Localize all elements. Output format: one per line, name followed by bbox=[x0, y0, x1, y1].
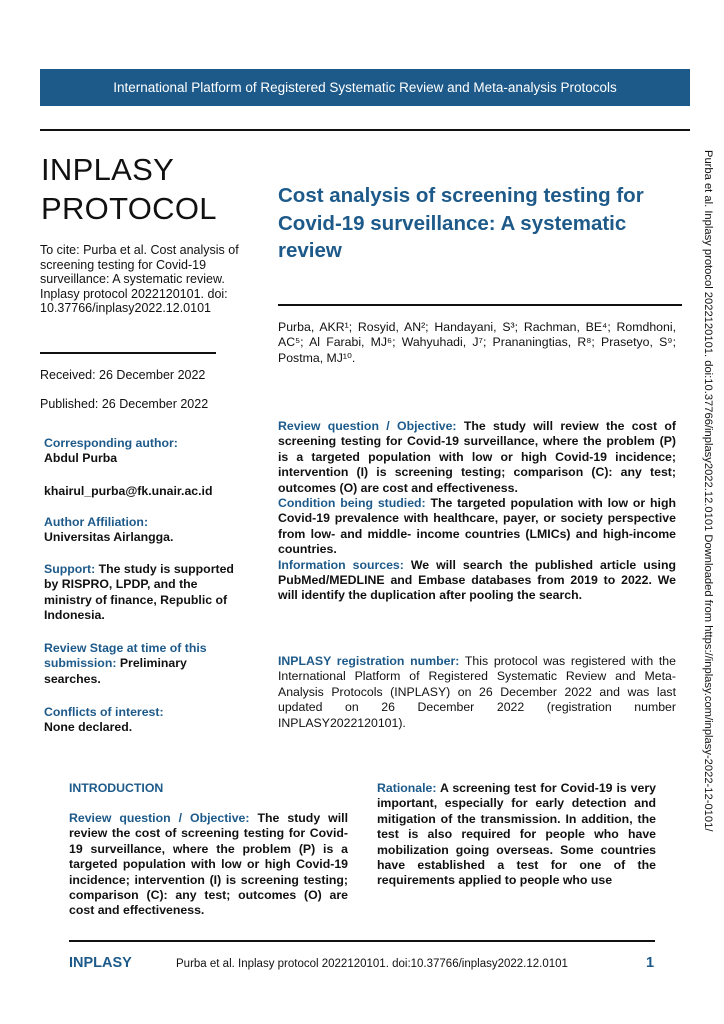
registration-text: This protocol was registered with the International Platform of Registered Systematic Review and Meta-Analysis Protocols (INPLASY) on 26 December 2022 and was last updated on 26 December 2022 (registration number INPLASY2022120101). bbox=[278, 654, 676, 730]
page-number: 1 bbox=[646, 955, 655, 971]
corresponding-author bbox=[44, 436, 234, 467]
corresponding-name: Abdul Purba bbox=[44, 451, 118, 466]
abstract-condition bbox=[278, 496, 676, 558]
header-banner: International Platform of Registered Systematic Review and Meta-analysis Protocols bbox=[40, 69, 690, 106]
support bbox=[44, 562, 234, 624]
author-affiliation bbox=[44, 515, 234, 546]
received-date: Received: 26 December 2022 bbox=[40, 368, 206, 382]
top-divider bbox=[40, 129, 690, 131]
introduction-heading: INTRODUCTION bbox=[69, 781, 164, 795]
conflicts-label: Conflicts of interest: bbox=[44, 705, 164, 719]
footer-citation: Purba et al. Inplasy protocol 2022120101. doi:10.37766/inplasy2022.12.0101 bbox=[176, 958, 568, 970]
intro-rationale bbox=[377, 781, 656, 889]
review-stage bbox=[44, 641, 234, 687]
support-value: The study is supported by RISPRO, LPDP, and the ministry of finance, Republic of Indonesia. bbox=[44, 562, 234, 623]
abstract-block bbox=[278, 419, 676, 604]
abstract-sources bbox=[278, 558, 676, 604]
author-list: Purba, AKR¹; Rosyid, AN²; Handayani, S³; Rachman, BE⁴; Romdhoni, AC⁵; Al Farabi, MJ⁶; Wahyuhadi, J⁷; Prananingtias, R⁸; Prasetyo, S⁹; Postma, MJ¹⁰. bbox=[278, 320, 676, 365]
brand-line-1: INPLASY bbox=[41, 152, 175, 187]
published-date: Published: 26 December 2022 bbox=[40, 397, 209, 411]
intro-rq-label: Review question / Objective: bbox=[69, 811, 250, 825]
intro-rq-text: The study will review the cost of screening testing for Covid-19 surveillance, where the problem (P) is a targeted population with low or high Covid-19 incidence; intervention (I) is screening testing; comparison (C): any test; outcomes (O) are cost and effectiveness. bbox=[69, 811, 348, 918]
corresponding-label: Corresponding author: bbox=[44, 436, 178, 450]
download-sidebar: Purba et al. Inplasy protocol 2022120101. doi:10.37766/inplasy2022.12.0101 Downloaded from https://inplasy.com/inplasy-2022-12-0101/ bbox=[702, 150, 714, 832]
footer-brand: INPLASY bbox=[69, 955, 132, 971]
footer-divider bbox=[69, 940, 655, 942]
abstract-cond-label: Condition being studied: bbox=[278, 496, 426, 511]
rationale-text: A screening test for Covid-19 is very important, especially for early detection and mitigation of the transmission. In addition, the test is also required for people who have mobilization going overseas. Some countries have established a test for one of the requirements applied to people who use bbox=[377, 781, 656, 888]
abstract-rq-label: Review question / Objective: bbox=[278, 419, 457, 433]
brand-line-2: PROTOCOL bbox=[41, 191, 217, 226]
support-label: Support: bbox=[44, 562, 96, 576]
paper-title: Cost analysis of screening testing for Covid-19 surveillance: A systematic review bbox=[278, 184, 644, 262]
author-email[interactable]: khairul_purba@fk.unair.ac.id bbox=[44, 484, 213, 498]
conflicts-value: None declared. bbox=[44, 720, 133, 735]
abstract-info-text: We will search the published article using PubMed/MEDLINE and Embase databases from 2019 to 2022. We will identify the duplication after pooling the search. bbox=[278, 557, 676, 603]
affiliation-value: Universitas Airlangga. bbox=[44, 530, 174, 545]
abstract-review-question bbox=[278, 419, 676, 496]
abstract-cond-text: The targeted population with low or high Covid-19 prevalence with healthcare, payer, or society perspective from low- and middle- income countries (LMICs) and high-income countries. bbox=[278, 496, 676, 557]
conflicts bbox=[44, 705, 234, 736]
abstract-info-label: Information sources: bbox=[278, 557, 404, 572]
title-divider bbox=[278, 304, 682, 306]
intro-review-question bbox=[69, 811, 348, 919]
affiliation-label: Author Affiliation: bbox=[44, 515, 149, 529]
registration-label: INPLASY registration number: bbox=[278, 654, 460, 668]
stage-value: Preliminary searches. bbox=[44, 656, 187, 686]
registration-block bbox=[278, 654, 676, 731]
left-divider bbox=[40, 352, 216, 354]
stage-label: Review Stage at time of this submission: bbox=[44, 641, 207, 671]
brand-block bbox=[41, 150, 217, 228]
abstract-rq-text: The study will review the cost of screening testing for Covid-19 surveillance, where the problem (P) is a targeted population with low or high Covid-19 incidence; intervention (I) is screening testing; comparison (C): any test; outcomes (O) are cost and effectiveness. bbox=[278, 419, 676, 495]
citation: To cite: Purba et al. Cost analysis of screening testing for Covid-19 surveillance: A systematic review. Inplasy protocol 2022120101. doi: 10.37766/inplasy2022.12.0101 bbox=[40, 243, 239, 316]
rationale-label: Rationale: bbox=[377, 781, 437, 795]
